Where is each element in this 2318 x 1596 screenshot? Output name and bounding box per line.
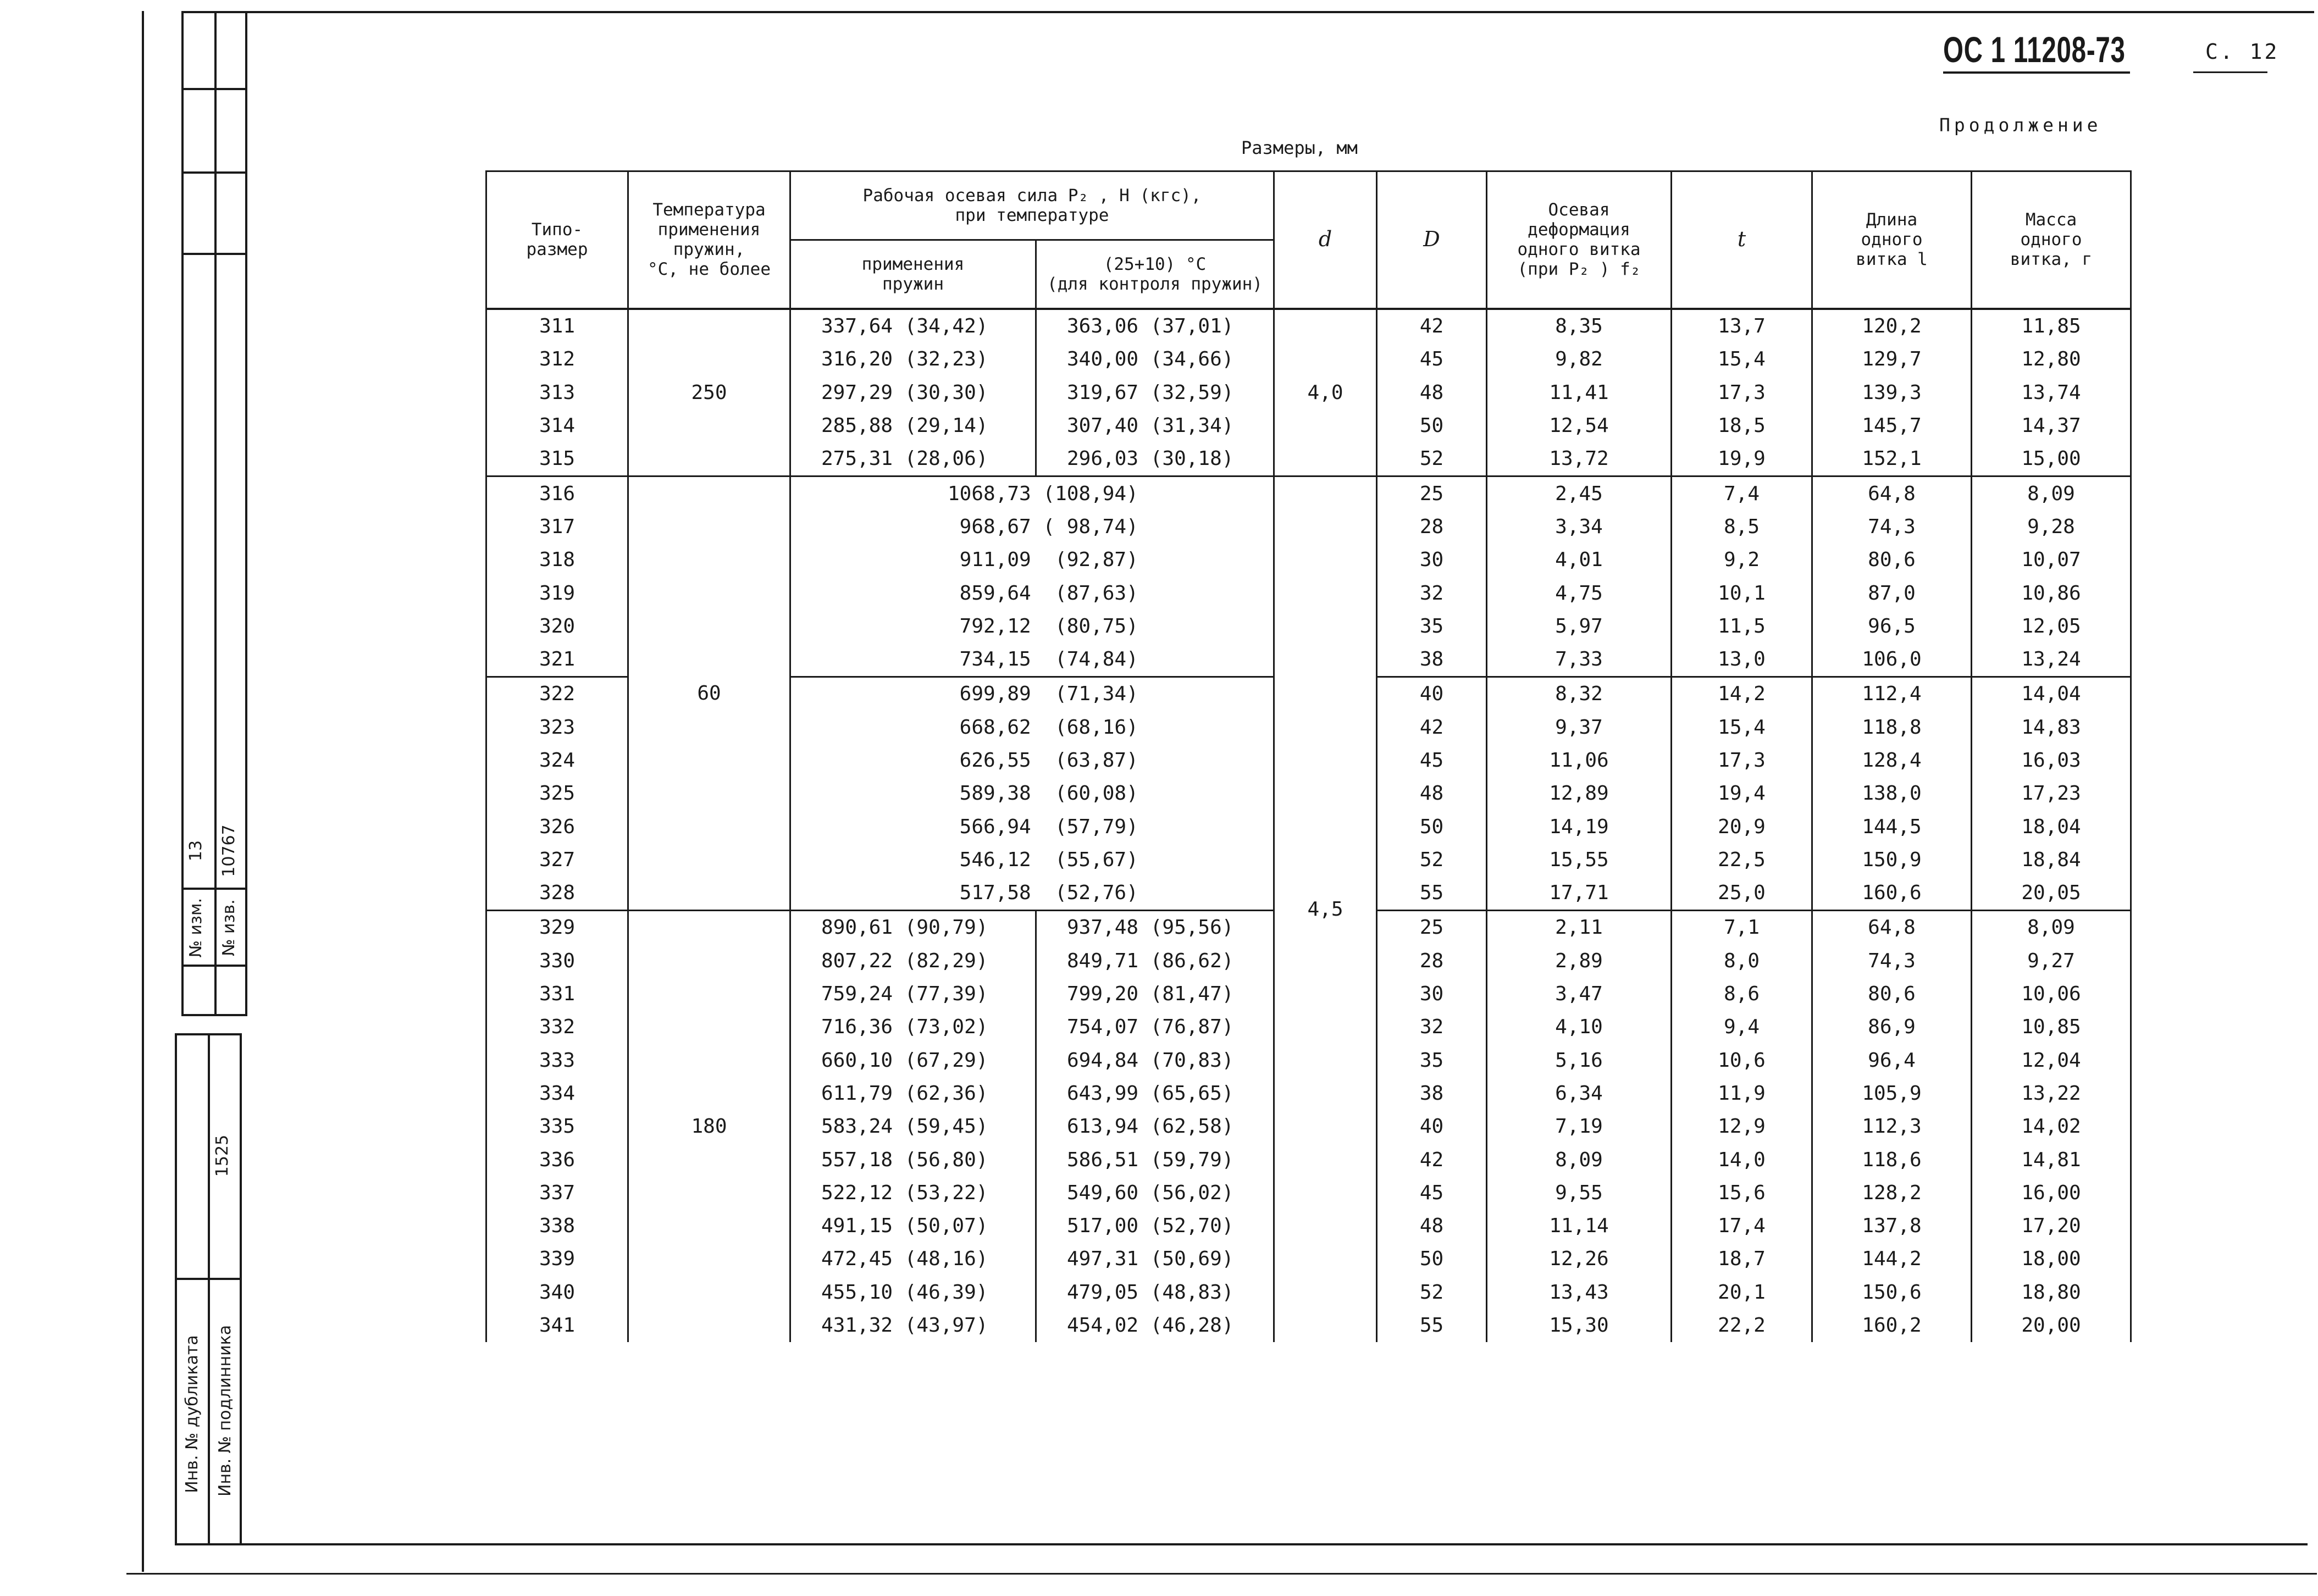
cell-force-use: 807,22 (82,29)	[790, 944, 1036, 977]
cell-deformation: 9,55	[1487, 1176, 1672, 1209]
cell-force-use: 455,10 (46,39)	[790, 1276, 1036, 1309]
cell-coil-length: 138,0	[1812, 777, 1972, 810]
header-force-group	[790, 171, 1274, 240]
cell-force-single: 626,55 (63,87)	[790, 744, 1274, 777]
header-t	[1672, 171, 1812, 309]
cell-deformation: 7,33	[1487, 642, 1672, 677]
cell-coil-length: 105,9	[1812, 1077, 1972, 1110]
cell-D: 45	[1377, 343, 1487, 376]
cell-coil-mass: 8,09	[1972, 476, 2131, 510]
page-label-underline	[2193, 71, 2267, 73]
cell-deformation: 2,45	[1487, 476, 1672, 510]
stamp-col-line-1	[181, 11, 184, 1014]
cell-force-control: 319,67 (32,59)	[1036, 376, 1274, 409]
cell-coil-length: 74,3	[1812, 510, 1972, 543]
cell-t: 14,2	[1672, 677, 1812, 711]
header-coil-length-text: Длина одного витка l	[1856, 210, 1928, 270]
cell-coil-length: 128,2	[1812, 1176, 1972, 1209]
cell-t: 15,4	[1672, 343, 1812, 376]
cell-coil-mass: 11,85	[1972, 309, 2131, 343]
cell-coil-mass: 13,24	[1972, 642, 2131, 677]
cell-force-control: 296,03 (30,18)	[1036, 442, 1274, 476]
cell-type-size: 332	[486, 1011, 628, 1044]
cell-force-single: 566,94 (57,79)	[790, 810, 1274, 843]
cell-wire-diameter: 4,0	[1274, 309, 1377, 476]
cell-force-use: 491,15 (50,07)	[790, 1210, 1036, 1243]
cell-t: 9,2	[1672, 544, 1812, 577]
cell-coil-mass: 20,05	[1972, 877, 2131, 911]
cell-force-control: 643,99 (65,65)	[1036, 1077, 1274, 1110]
lower-stamp-right	[240, 1033, 242, 1544]
cell-coil-mass: 14,02	[1972, 1110, 2131, 1143]
cell-force-control: 363,06 (37,01)	[1036, 309, 1274, 343]
cell-force-single: 1068,73 (108,94)	[790, 476, 1274, 510]
cell-D: 42	[1377, 309, 1487, 343]
cell-deformation: 14,19	[1487, 810, 1672, 843]
inv-orig-value: 1525	[213, 1134, 232, 1177]
cell-t: 18,5	[1672, 409, 1812, 442]
cell-coil-mass: 17,23	[1972, 777, 2131, 810]
cell-D: 48	[1377, 777, 1487, 810]
lower-stamp-row	[175, 1278, 241, 1280]
header-coil-mass	[1972, 171, 2131, 309]
cell-type-size: 318	[486, 544, 628, 577]
cell-force-single: 546,12 (55,67)	[790, 843, 1274, 876]
cell-type-size: 337	[486, 1176, 628, 1209]
cell-D: 45	[1377, 1176, 1487, 1209]
cell-D: 28	[1377, 510, 1487, 543]
cell-force-use: 337,64 (34,42)	[790, 309, 1036, 343]
cell-wire-diameter: 4,5	[1274, 476, 1377, 1342]
cell-type-size: 338	[486, 1210, 628, 1243]
cell-D: 32	[1377, 577, 1487, 609]
cell-coil-mass: 18,04	[1972, 810, 2131, 843]
cell-type-size: 323	[486, 711, 628, 744]
cell-coil-length: 80,6	[1812, 544, 1972, 577]
cell-deformation: 8,09	[1487, 1143, 1672, 1176]
cell-D: 38	[1377, 642, 1487, 677]
header-temperature-text: Температура применения пружин, °С, не более	[648, 200, 771, 280]
cell-force-single: 668,62 (68,16)	[790, 711, 1274, 744]
cell-temperature: 60	[628, 476, 790, 910]
cell-type-size: 324	[486, 744, 628, 777]
cell-t: 25,0	[1672, 877, 1812, 911]
cell-force-control: 586,51 (59,79)	[1036, 1143, 1274, 1176]
cell-coil-length: 144,5	[1812, 810, 1972, 843]
cell-type-size: 313	[486, 376, 628, 409]
cell-coil-mass: 10,85	[1972, 1011, 2131, 1044]
header-temperature	[628, 171, 790, 309]
cell-type-size: 315	[486, 442, 628, 476]
cell-type-size: 320	[486, 609, 628, 642]
cell-D: 55	[1377, 1309, 1487, 1342]
cell-t: 19,9	[1672, 442, 1812, 476]
cell-D: 35	[1377, 1044, 1487, 1077]
cell-coil-length: 96,5	[1812, 609, 1972, 642]
stamp-row-line-2	[181, 171, 247, 174]
document-code: ОС 1 11208-73	[1943, 29, 2126, 70]
cell-force-use: 583,24 (59,45)	[790, 1110, 1036, 1143]
cell-type-size: 339	[486, 1243, 628, 1276]
spring-parameters-table	[485, 170, 2132, 1342]
cell-t: 9,4	[1672, 1011, 1812, 1044]
cell-coil-mass: 9,28	[1972, 510, 2131, 543]
cell-coil-length: 64,8	[1812, 476, 1972, 510]
stamp-row-line-6	[181, 1014, 247, 1016]
cell-coil-length: 106,0	[1812, 642, 1972, 677]
cell-D: 30	[1377, 977, 1487, 1010]
cell-type-size: 319	[486, 577, 628, 609]
cell-force-control: 754,07 (76,87)	[1036, 1011, 1274, 1044]
cell-t: 13,7	[1672, 309, 1812, 343]
cell-coil-mass: 14,04	[1972, 677, 2131, 711]
cell-t: 10,1	[1672, 577, 1812, 609]
cell-deformation: 3,34	[1487, 510, 1672, 543]
cell-temperature: 250	[628, 309, 790, 476]
cell-t: 22,5	[1672, 843, 1812, 876]
stamp-row-line-1	[181, 88, 247, 90]
cell-coil-mass: 16,00	[1972, 1176, 2131, 1209]
cell-type-size: 340	[486, 1276, 628, 1309]
cell-force-use: 297,29 (30,30)	[790, 376, 1036, 409]
cell-D: 38	[1377, 1077, 1487, 1110]
cell-coil-mass: 12,80	[1972, 343, 2131, 376]
cell-deformation: 8,35	[1487, 309, 1672, 343]
cell-coil-mass: 12,04	[1972, 1044, 2131, 1077]
cell-coil-length: 144,2	[1812, 1243, 1972, 1276]
cell-type-size: 322	[486, 677, 628, 711]
cell-type-size: 321	[486, 642, 628, 677]
lower-stamp-bottom	[175, 1543, 2308, 1545]
cell-force-use: 716,36 (73,02)	[790, 1011, 1036, 1044]
cell-t: 8,0	[1672, 944, 1812, 977]
header-coil-mass-text: Масса одного витка, г	[2010, 210, 2093, 270]
cell-force-use: 316,20 (32,23)	[790, 343, 1036, 376]
inv-orig-label: Инв. № подлинника	[215, 1325, 235, 1497]
cell-coil-length: 80,6	[1812, 977, 1972, 1010]
stamp-row-line-3	[181, 253, 247, 255]
cell-type-size: 333	[486, 1044, 628, 1077]
cell-t: 8,5	[1672, 510, 1812, 543]
cell-type-size: 325	[486, 777, 628, 810]
cell-deformation: 2,89	[1487, 944, 1672, 977]
header-type-size-text: Типо- размер	[526, 220, 588, 260]
cell-type-size: 312	[486, 343, 628, 376]
cell-coil-mass: 18,80	[1972, 1276, 2131, 1309]
cell-coil-length: 118,8	[1812, 711, 1972, 744]
cell-coil-mass: 14,81	[1972, 1143, 2131, 1176]
header-force-control-text: (25+10) °С (для контроля пружин)	[1047, 254, 1263, 294]
cell-coil-mass: 17,20	[1972, 1210, 2131, 1243]
page-number: С. 12	[2205, 40, 2280, 64]
header-d	[1274, 171, 1377, 309]
cell-t: 7,1	[1672, 910, 1812, 944]
cell-t: 12,9	[1672, 1110, 1812, 1143]
cell-coil-length: 137,8	[1812, 1210, 1972, 1243]
header-d-text: d	[1318, 226, 1332, 251]
cell-coil-length: 74,3	[1812, 944, 1972, 977]
cell-type-size: 329	[486, 910, 628, 944]
cell-t: 8,6	[1672, 977, 1812, 1010]
cell-force-use: 611,79 (62,36)	[790, 1077, 1036, 1110]
cell-t: 22,2	[1672, 1309, 1812, 1342]
cell-force-single: 968,67 ( 98,74)	[790, 510, 1274, 543]
cell-force-control: 849,71 (86,62)	[1036, 944, 1274, 977]
lower-stamp-mid	[208, 1033, 210, 1544]
cell-t: 20,1	[1672, 1276, 1812, 1309]
cell-deformation: 8,32	[1487, 677, 1672, 711]
header-type-size	[486, 171, 628, 309]
cell-coil-length: 129,7	[1812, 343, 1972, 376]
cell-force-use: 890,61 (90,79)	[790, 910, 1036, 944]
cell-deformation: 4,75	[1487, 577, 1672, 609]
cell-deformation: 5,97	[1487, 609, 1672, 642]
cell-coil-length: 87,0	[1812, 577, 1972, 609]
cell-deformation: 13,72	[1487, 442, 1672, 476]
header-t-text: t	[1737, 226, 1746, 251]
cell-force-control: 307,40 (31,34)	[1036, 409, 1274, 442]
cell-deformation: 4,10	[1487, 1011, 1672, 1044]
cell-force-use: 557,18 (56,80)	[790, 1143, 1036, 1176]
cell-coil-length: 128,4	[1812, 744, 1972, 777]
cell-coil-length: 150,6	[1812, 1276, 1972, 1309]
cell-deformation: 15,30	[1487, 1309, 1672, 1342]
cell-t: 11,9	[1672, 1077, 1812, 1110]
cell-coil-length: 160,2	[1812, 1309, 1972, 1342]
cell-coil-length: 160,6	[1812, 877, 1972, 911]
cell-coil-mass: 8,09	[1972, 910, 2131, 944]
cell-type-size: 316	[486, 476, 628, 510]
cell-D: 28	[1377, 944, 1487, 977]
cell-force-control: 613,94 (62,58)	[1036, 1110, 1274, 1143]
cell-coil-length: 145,7	[1812, 409, 1972, 442]
cell-deformation: 12,54	[1487, 409, 1672, 442]
units-label: Размеры, мм	[1241, 137, 1358, 158]
cell-coil-mass: 16,03	[1972, 744, 2131, 777]
cell-type-size: 327	[486, 843, 628, 876]
cell-coil-length: 150,9	[1812, 843, 1972, 876]
izm-label: № изм.	[186, 897, 206, 958]
cell-deformation: 7,19	[1487, 1110, 1672, 1143]
cell-D: 42	[1377, 711, 1487, 744]
cell-type-size: 331	[486, 977, 628, 1010]
cell-deformation: 4,01	[1487, 544, 1672, 577]
cell-D: 30	[1377, 544, 1487, 577]
cell-coil-mass: 12,05	[1972, 609, 2131, 642]
izm-value: 13	[186, 840, 206, 862]
cell-type-size: 314	[486, 409, 628, 442]
cell-coil-mass: 10,07	[1972, 544, 2131, 577]
cell-coil-length: 118,6	[1812, 1143, 1972, 1176]
cell-force-control: 517,00 (52,70)	[1036, 1210, 1274, 1243]
table-row	[486, 476, 2131, 510]
cell-D: 42	[1377, 1143, 1487, 1176]
cell-t: 14,0	[1672, 1143, 1812, 1176]
cell-force-control: 340,00 (34,66)	[1036, 343, 1274, 376]
cell-force-single: 699,89 (71,34)	[790, 677, 1274, 711]
cell-force-use: 759,24 (77,39)	[790, 977, 1036, 1010]
cell-force-use: 285,88 (29,14)	[790, 409, 1036, 442]
lower-stamp-left	[175, 1033, 177, 1544]
cell-force-single: 589,38 (60,08)	[790, 777, 1274, 810]
continuation-label: Продолжение	[1939, 114, 2102, 136]
cell-deformation: 2,11	[1487, 910, 1672, 944]
cell-force-control: 497,31 (50,69)	[1036, 1243, 1274, 1276]
cell-coil-length: 120,2	[1812, 309, 1972, 343]
cell-force-control: 799,20 (81,47)	[1036, 977, 1274, 1010]
cell-force-single: 792,12 (80,75)	[790, 609, 1274, 642]
stamp-col-line-3	[245, 11, 247, 1014]
cell-coil-length: 112,3	[1812, 1110, 1972, 1143]
cell-force-control: 937,48 (95,56)	[1036, 910, 1274, 944]
cell-t: 7,4	[1672, 476, 1812, 510]
cell-type-size: 334	[486, 1077, 628, 1110]
cell-deformation: 11,14	[1487, 1210, 1672, 1243]
cell-coil-mass: 14,37	[1972, 409, 2131, 442]
cell-D: 48	[1377, 1210, 1487, 1243]
cell-deformation: 17,71	[1487, 877, 1672, 911]
cell-D: 25	[1377, 910, 1487, 944]
cell-coil-mass: 18,84	[1972, 843, 2131, 876]
header-force-group-text: Рабочая осевая сила P₂ , Н (кгс), при температуре	[862, 186, 1202, 225]
cell-D: 40	[1377, 677, 1487, 711]
cell-D: 50	[1377, 409, 1487, 442]
izv-value: 10767	[219, 824, 239, 877]
cell-t: 13,0	[1672, 642, 1812, 677]
cell-D: 32	[1377, 1011, 1487, 1044]
table-body	[486, 309, 2131, 1342]
cell-coil-mass: 13,22	[1972, 1077, 2131, 1110]
cell-type-size: 311	[486, 309, 628, 343]
cell-force-use: 472,45 (48,16)	[790, 1243, 1036, 1276]
cell-coil-length: 139,3	[1812, 376, 1972, 409]
cell-type-size: 336	[486, 1143, 628, 1176]
cell-force-control: 479,05 (48,83)	[1036, 1276, 1274, 1309]
left-margin-line	[142, 11, 144, 1572]
cell-deformation: 5,16	[1487, 1044, 1672, 1077]
cell-D: 52	[1377, 843, 1487, 876]
cell-type-size: 328	[486, 877, 628, 911]
cell-t: 15,4	[1672, 711, 1812, 744]
table-row	[486, 309, 2131, 343]
cell-coil-mass: 14,83	[1972, 711, 2131, 744]
inv-dup-label: Инв. № дубликата	[182, 1335, 202, 1493]
cell-force-use: 431,32 (43,97)	[790, 1309, 1036, 1342]
bottom-frame-line	[126, 1573, 2317, 1575]
cell-type-size: 326	[486, 810, 628, 843]
stamp-col-line-2	[214, 11, 217, 1014]
cell-deformation: 11,06	[1487, 744, 1672, 777]
cell-D: 45	[1377, 744, 1487, 777]
cell-coil-mass: 15,00	[1972, 442, 2131, 476]
cell-D: 52	[1377, 442, 1487, 476]
cell-type-size: 317	[486, 510, 628, 543]
cell-coil-mass: 13,74	[1972, 376, 2131, 409]
cell-coil-length: 112,4	[1812, 677, 1972, 711]
cell-D: 25	[1377, 476, 1487, 510]
stamp-top-line	[181, 11, 2314, 13]
cell-D: 40	[1377, 1110, 1487, 1143]
doc-code-underline	[1943, 71, 2130, 74]
cell-D: 52	[1377, 1276, 1487, 1309]
cell-t: 18,7	[1672, 1243, 1812, 1276]
izv-label: № изв.	[219, 899, 239, 956]
cell-force-use: 660,10 (67,29)	[790, 1044, 1036, 1077]
cell-D: 50	[1377, 810, 1487, 843]
cell-t: 17,3	[1672, 376, 1812, 409]
cell-deformation: 11,41	[1487, 376, 1672, 409]
header-force-use	[790, 240, 1036, 309]
cell-deformation: 12,89	[1487, 777, 1672, 810]
header-force-control	[1036, 240, 1274, 309]
cell-coil-length: 64,8	[1812, 910, 1972, 944]
cell-D: 35	[1377, 609, 1487, 642]
cell-type-size: 330	[486, 944, 628, 977]
cell-force-control: 454,02 (46,28)	[1036, 1309, 1274, 1342]
cell-deformation: 9,37	[1487, 711, 1672, 744]
cell-coil-mass: 20,00	[1972, 1309, 2131, 1342]
cell-t: 10,6	[1672, 1044, 1812, 1077]
cell-deformation: 9,82	[1487, 343, 1672, 376]
cell-D: 48	[1377, 376, 1487, 409]
cell-coil-length: 96,4	[1812, 1044, 1972, 1077]
cell-coil-mass: 18,00	[1972, 1243, 2131, 1276]
cell-deformation: 12,26	[1487, 1243, 1672, 1276]
cell-coil-mass: 10,86	[1972, 577, 2131, 609]
cell-D: 55	[1377, 877, 1487, 911]
cell-deformation: 3,47	[1487, 977, 1672, 1010]
cell-force-use: 275,31 (28,06)	[790, 442, 1036, 476]
cell-type-size: 341	[486, 1309, 628, 1342]
header-deformation-text: Осевая деформация одного витка (при P₂ ) f₂	[1517, 200, 1641, 280]
cell-coil-mass: 10,06	[1972, 977, 2131, 1010]
cell-coil-length: 152,1	[1812, 442, 1972, 476]
cell-coil-mass: 9,27	[1972, 944, 2131, 977]
cell-coil-length: 86,9	[1812, 1011, 1972, 1044]
header-force-use-text: применения пружин	[861, 254, 965, 294]
header-D	[1377, 171, 1487, 309]
cell-t: 19,4	[1672, 777, 1812, 810]
header-deformation	[1487, 171, 1672, 309]
cell-force-use: 522,12 (53,22)	[790, 1176, 1036, 1209]
cell-t: 20,9	[1672, 810, 1812, 843]
cell-t: 11,5	[1672, 609, 1812, 642]
cell-t: 17,3	[1672, 744, 1812, 777]
cell-force-single: 734,15 (74,84)	[790, 642, 1274, 677]
cell-force-single: 517,58 (52,76)	[790, 877, 1274, 911]
cell-deformation: 6,34	[1487, 1077, 1672, 1110]
cell-force-control: 549,60 (56,02)	[1036, 1176, 1274, 1209]
cell-force-single: 859,64 (87,63)	[790, 577, 1274, 609]
cell-t: 17,4	[1672, 1210, 1812, 1243]
cell-deformation: 15,55	[1487, 843, 1672, 876]
header-D-text: D	[1423, 226, 1440, 251]
cell-force-control: 694,84 (70,83)	[1036, 1044, 1274, 1077]
cell-force-single: 911,09 (92,87)	[790, 544, 1274, 577]
header-coil-length	[1812, 171, 1972, 309]
cell-deformation: 13,43	[1487, 1276, 1672, 1309]
cell-temperature: 180	[628, 910, 790, 1342]
cell-type-size: 335	[486, 1110, 628, 1143]
cell-t: 15,6	[1672, 1176, 1812, 1209]
cell-D: 50	[1377, 1243, 1487, 1276]
